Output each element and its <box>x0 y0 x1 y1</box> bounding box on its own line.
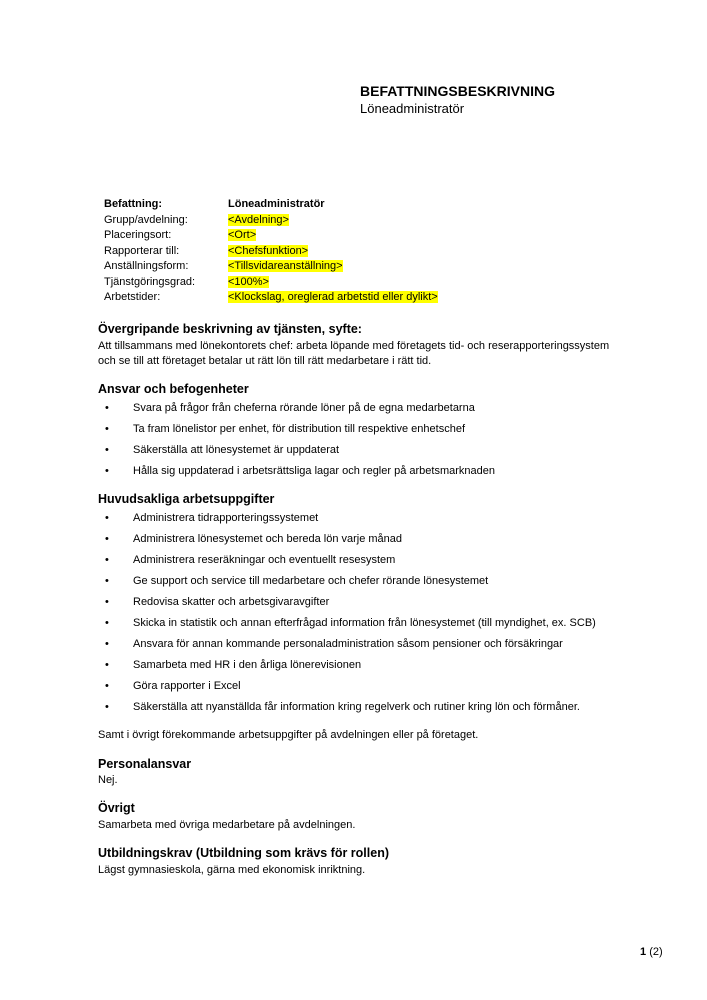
info-label: Rapporterar till: <box>104 244 180 257</box>
info-label: Placeringsort: <box>104 229 172 241</box>
page-footer <box>640 946 663 958</box>
document-title: BEFATTNINGSBESKRIVNING <box>360 83 555 99</box>
info-table <box>104 197 438 306</box>
bullet-item: • Svara på frågor från cheferna rörande löner på de egna medarbetarna <box>98 401 625 416</box>
info-value <box>228 290 438 306</box>
info-value <box>228 197 438 213</box>
page-total-value: (2) <box>649 946 663 958</box>
bullet-item: • Samarbeta med HR i den årliga lönerevisionen <box>98 658 625 673</box>
info-label: Anställningsform: <box>104 260 189 272</box>
paragraph: Samt i övrigt förekommande arbetsuppgifter på avdelningen eller på företaget. <box>98 729 479 742</box>
info-value <box>228 244 438 260</box>
bullet-item: • Ansvara för annan kommande personaladministration såsom pensioner och försäkringar <box>98 637 625 652</box>
bullet-item: • Ge support och service till medarbetare och chefer rörande lönesystemet <box>98 574 625 589</box>
info-value <box>228 275 438 291</box>
bullet-item: • Administrera tidrapporteringssystemet <box>98 511 625 526</box>
bullet-item: • Redovisa skatter och arbetsgivaravgifter <box>98 595 625 610</box>
highlighted-placeholder: <Ort> <box>228 229 257 241</box>
section-heading: Ansvar och befogenheter <box>98 382 249 397</box>
page-number: 1 <box>640 946 647 958</box>
section-heading: Utbildningskrav (Utbildning som krävs för rollen) <box>98 846 390 861</box>
info-label: Arbetstider: <box>104 291 161 303</box>
content <box>98 322 625 878</box>
highlighted-placeholder: <Tillsvidareanställning> <box>228 260 343 272</box>
section-ovrigt <box>98 801 625 833</box>
bullet-item: • Säkerställa att nyanställda får information kring regelverk och rutiner kring lön och förmåner. <box>98 700 625 715</box>
section-heading: Huvudsakliga arbetsuppgifter <box>98 492 275 507</box>
document-subtitle: Löneadministratör <box>360 101 465 116</box>
highlighted-placeholder: <Avdelning> <box>228 213 289 226</box>
info-label: Grupp/avdelning: <box>104 213 188 226</box>
bullet-item: • Ta fram lönelistor per enhet, för distribution till respektive enhetschef <box>98 422 625 437</box>
info-label: Befattning: <box>104 198 163 210</box>
highlighted-placeholder: <100%> <box>228 275 269 288</box>
bullet-list <box>98 401 625 479</box>
bullet-item: • Säkerställa att lönesystemet är uppdaterat <box>98 443 625 458</box>
paragraph: Att tillsammans med lönekontorets chef: arbeta löpande med företagets tid- och reserapporteringssystem och se till att företaget betalar ut rätt lön till rätt medarbetare i rätt tid. <box>98 339 610 367</box>
info-value <box>228 228 438 244</box>
bullet-list <box>98 511 625 715</box>
bullet-item: • Göra rapporter i Excel <box>98 679 625 694</box>
section-overgripande-beskrivning <box>98 322 625 369</box>
section-huvudsakliga-arbetsuppgifter <box>98 492 625 715</box>
bullet-item: • Administrera lönesystemet och bereda lön varje månad <box>98 532 625 547</box>
highlighted-placeholder: <Klockslag, oreglerad arbetstid eller dylikt> <box>228 291 438 303</box>
paragraph: Lägst gymnasieskola, gärna med ekonomisk inriktning. <box>98 863 366 876</box>
info-label: Tjänstgöringsgrad: <box>104 275 196 288</box>
highlighted-placeholder: <Chefsfunktion> <box>228 244 309 257</box>
section-heading: Övrigt <box>98 801 135 816</box>
bullet-item: • Administrera reseräkningar och eventuellt resesystem <box>98 553 625 568</box>
info-value <box>228 213 438 229</box>
info-value <box>228 259 438 275</box>
section-ovrigt-forekommande <box>98 728 625 743</box>
section-utbildningskrav <box>98 846 625 878</box>
section-heading: Personalansvar <box>98 756 192 771</box>
section-ansvar-och-befogenheter <box>98 382 625 479</box>
section-personalansvar <box>98 757 625 789</box>
bullet-item: • Skicka in statistik och annan efterfrågad information från lönesystemet (till myndighet, ex. SCB) <box>98 616 625 631</box>
paragraph: Nej. <box>98 774 118 787</box>
bullet-item: • Hålla sig uppdaterad i arbetsrättsliga lagar och regler på arbetsmarknaden <box>98 464 625 479</box>
document-header <box>360 83 555 117</box>
info-value-text: Löneadministratör <box>228 198 325 210</box>
paragraph: Samarbeta med övriga medarbetare på avdelningen. <box>98 818 356 831</box>
section-heading: Övergripande beskrivning av tjänsten, syfte: <box>98 322 362 336</box>
